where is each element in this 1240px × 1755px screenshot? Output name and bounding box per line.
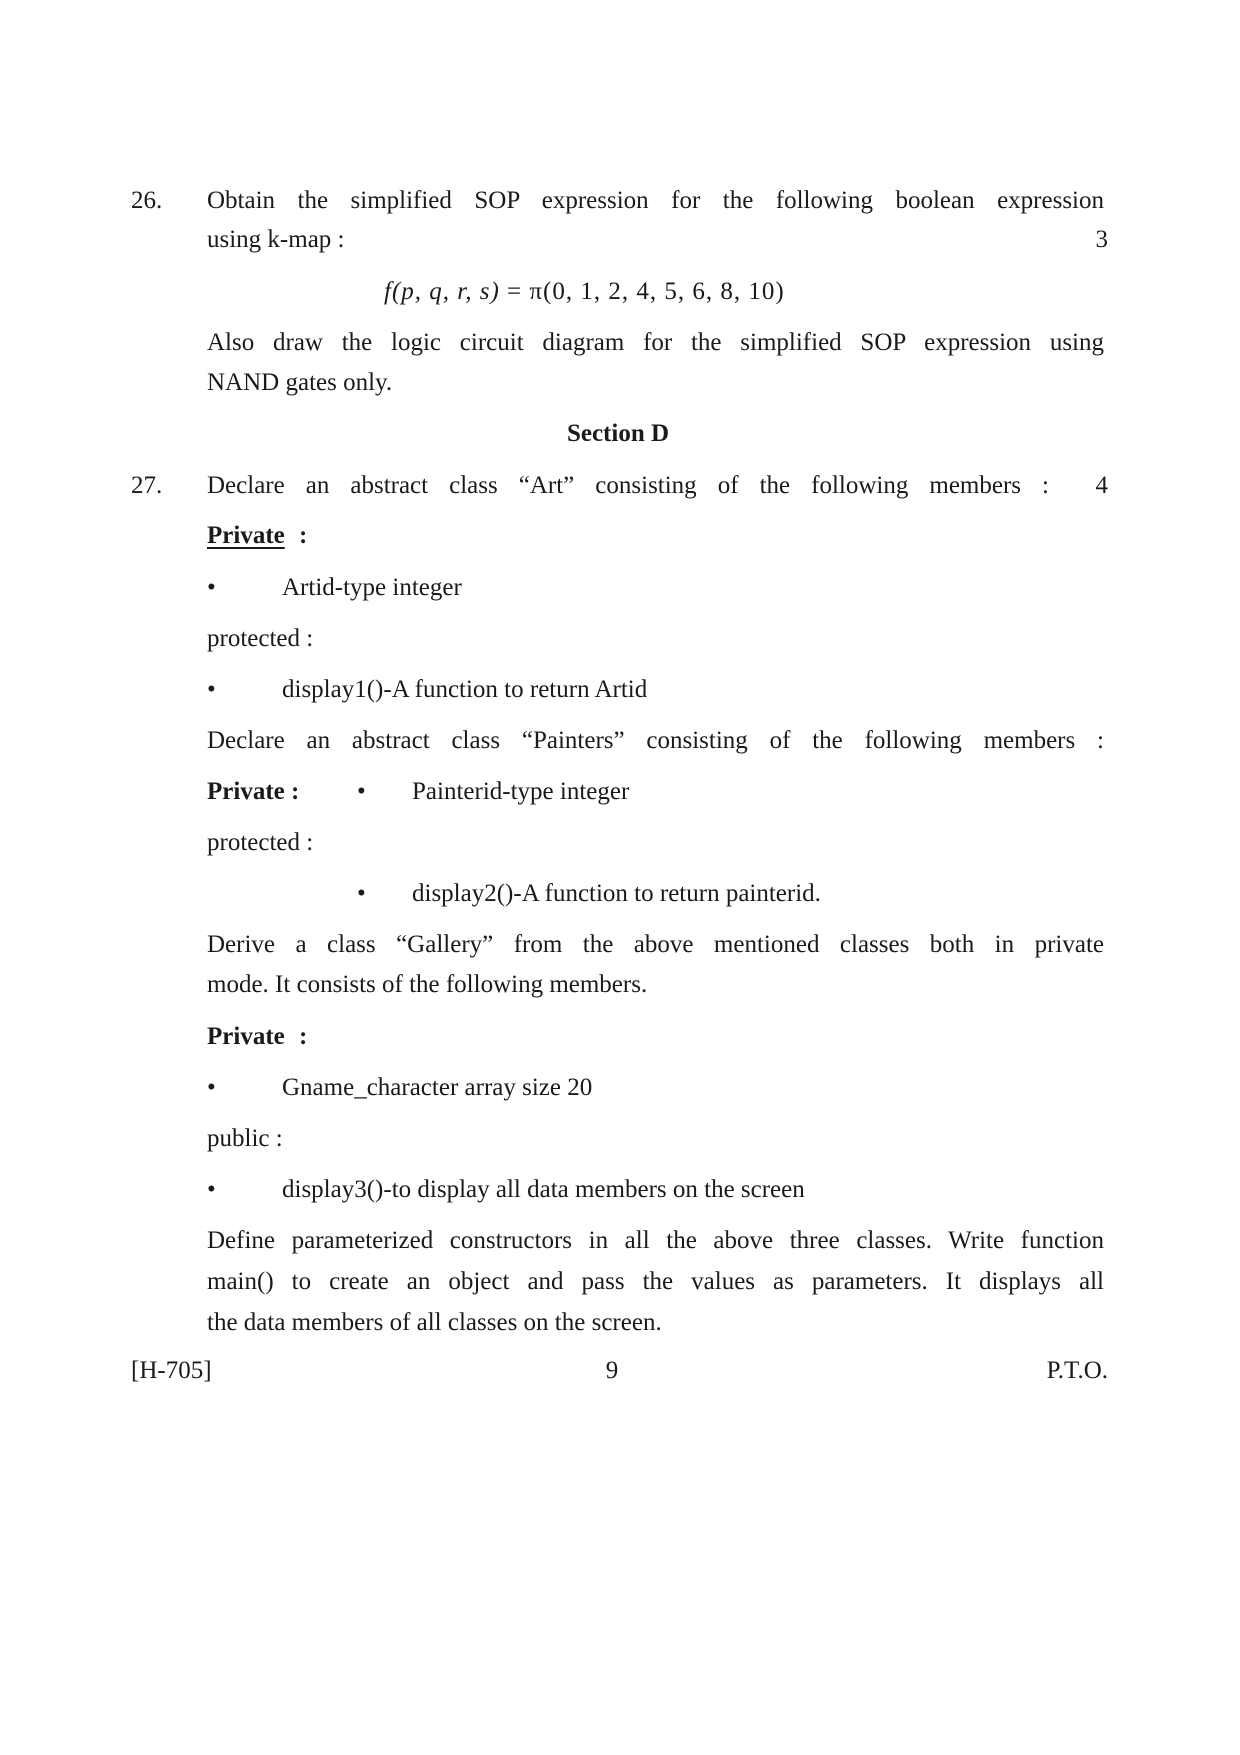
boolean-formula — [384, 276, 785, 308]
question-26-line-4: NAND gates only. — [207, 369, 393, 396]
paper-code: [H-705] — [131, 1357, 212, 1384]
private-label-art — [207, 520, 307, 552]
private-label-painters: Private : — [207, 778, 300, 805]
final-instruction-line-1: Define parameterized constructors in all the above three classes. Write function — [207, 1227, 1104, 1254]
bullet-icon: • — [207, 1074, 216, 1101]
question-26-line-1: Obtain the simplified SOP expression for the following boolean expression — [207, 187, 1104, 214]
bullet-icon: • — [357, 778, 366, 805]
art-protected-item: display1()-A function to return Artid — [282, 676, 648, 703]
bullet-icon: • — [207, 1176, 216, 1203]
protected-label-art: protected : — [207, 625, 314, 652]
painters-protected-item: display2()-A function to return painterid. — [412, 880, 821, 907]
gallery-description-line-1: Derive a class “Gallery” from the above mentioned classes both in private — [207, 931, 1104, 958]
question-26-number: 26. — [131, 187, 163, 214]
bullet-icon: • — [207, 574, 216, 601]
question-27-number: 27. — [131, 472, 163, 499]
question-27-marks: 4 — [1095, 472, 1108, 499]
final-instruction-line-2: main() to create an object and pass the values as parameters. It displays all — [207, 1268, 1104, 1295]
gallery-public-item: display3()-to display all data members on the screen — [282, 1176, 805, 1203]
public-label-gallery: public : — [207, 1125, 283, 1152]
question-27-line-1: Declare an abstract class “Art” consisting of the following members : — [207, 472, 1049, 499]
art-private-item: Artid-type integer — [282, 574, 462, 601]
bullet-icon: • — [357, 880, 366, 907]
question-26-marks: 3 — [1095, 226, 1108, 253]
section-heading: Section D — [566, 420, 670, 447]
page-number: 9 — [605, 1357, 619, 1384]
private-label-gallery-colon: : — [298, 1023, 308, 1050]
gallery-description-line-2: mode. It consists of the following members. — [207, 971, 648, 998]
formula-rhs: = π(0, 1, 2, 4, 5, 6, 8, 10) — [499, 278, 785, 305]
bullet-icon: • — [207, 676, 216, 703]
formula-arguments: (p, q, r, s) — [391, 278, 500, 305]
protected-label-painters: protected : — [207, 829, 314, 856]
private-label-art-colon: : — [298, 522, 308, 549]
formula-function-name: f — [384, 278, 392, 305]
final-instruction-line-3: the data members of all classes on the screen. — [207, 1309, 662, 1336]
painters-declaration: Declare an abstract class “Painters” consisting of the following members : — [207, 727, 1104, 754]
private-label-gallery-text: Private — [207, 1023, 285, 1050]
question-26-line-3: Also draw the logic circuit diagram for the simplified SOP expression using — [207, 329, 1104, 356]
question-26-line-2: using k-map : — [207, 226, 345, 253]
private-label-art-text: Private — [207, 522, 285, 549]
private-label-gallery — [207, 1021, 307, 1053]
gallery-private-item: Gname_character array size 20 — [282, 1074, 593, 1101]
painters-private-item: Painterid-type integer — [412, 778, 630, 805]
pto-label: P.T.O. — [1046, 1357, 1108, 1384]
